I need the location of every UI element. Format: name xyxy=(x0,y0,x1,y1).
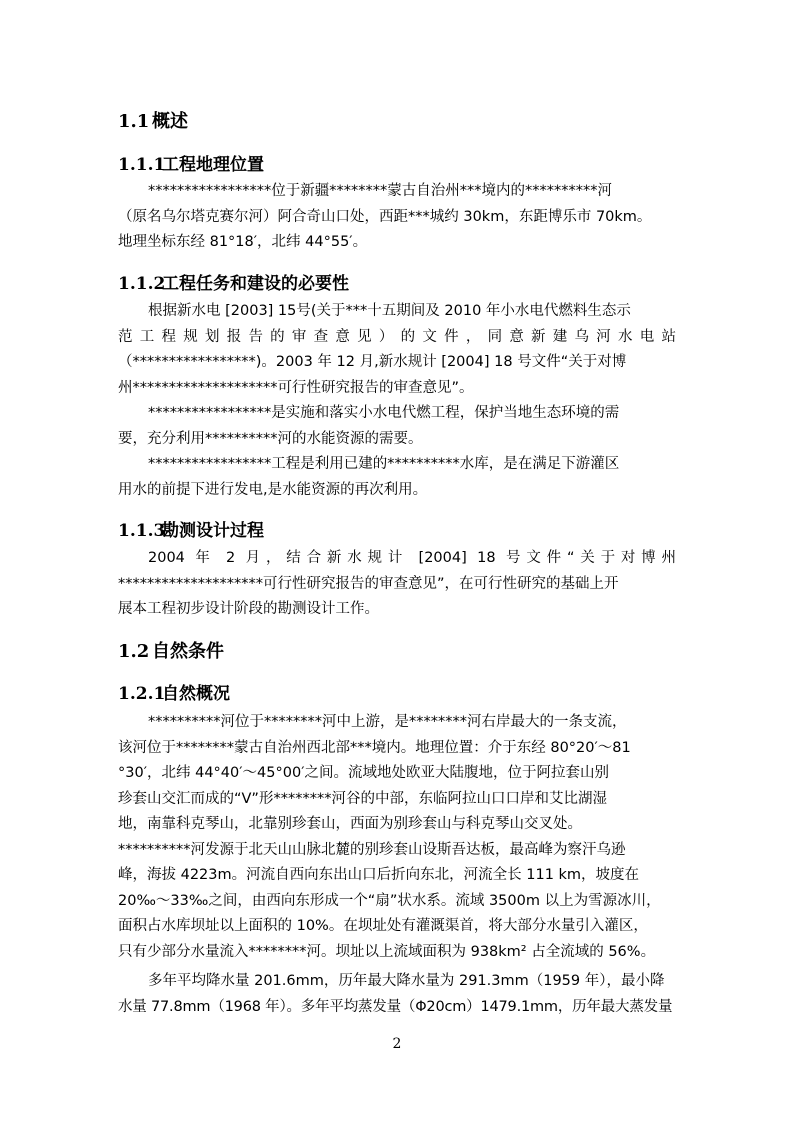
text-line: 根据新水电 [2003] 15号(关于***十五期间及 2010 年小水电代燃料生态示 xyxy=(148,303,631,319)
text-line: （*****************)。2003 年 12 月,新水规计 [2004] 18 号文件“关于对博 xyxy=(118,354,627,370)
text-line: 峰，海拔 4223m。河流自西向东出山口后折向东北，河流全长 111 km，坡度在 xyxy=(118,867,640,883)
section-number: 1.2.1 xyxy=(118,684,166,704)
text-line: 地，南靠科克琴山，北靠别珍套山，西面为别珍套山与科克琴山交叉处。 xyxy=(118,816,582,832)
section-heading-1-1-1 xyxy=(118,150,264,175)
paragraph-basis xyxy=(118,299,676,401)
paragraph-utilization xyxy=(118,452,676,503)
text-line: 地理坐标东经 81°18′，北纬 44°55′。 xyxy=(118,234,368,250)
section-heading-1-2-1 xyxy=(118,679,230,704)
text-line: **********河发源于北天山山脉北麓的别珍套山设斯吾达板，最高峰为察汗乌逊 xyxy=(118,841,626,858)
section-number: 1.1.1 xyxy=(118,155,166,175)
text-line: **********河位于********河中上游，是********河右岸最大的一条支流， xyxy=(148,714,627,730)
section-heading-1-1-2 xyxy=(118,269,349,294)
text-line: 要，充分利用**********河的水能资源的需要。 xyxy=(118,430,423,447)
text-line: 水量 77.8mm（1968 年）。多年平均蒸发量（Φ20cm）1479.1mm，历年最大蒸发量 xyxy=(118,998,673,1015)
section-title: 自然条件 xyxy=(152,641,224,662)
section-title: 自然概况 xyxy=(162,684,230,704)
paragraph-survey xyxy=(118,546,676,623)
section-heading-1-1 xyxy=(118,107,188,133)
paragraph-necessity xyxy=(118,401,676,452)
text-line: 多年平均降水量 201.6mm，历年最大降水量为 291.3mm（1959 年），最小降 xyxy=(148,973,665,989)
text-line: 展本工程初步设计阶段的勘测设计工作。 xyxy=(118,601,379,617)
section-heading-1-1-3 xyxy=(118,516,264,541)
text-line: 20‰～33‰之间，由西向东形成一个“扇”状水系。流域 3500m 以上为雪源冰川， xyxy=(118,892,661,909)
section-title: 概述 xyxy=(152,111,188,132)
text-line: °30′，北纬 44°40′～45°00′之间。流域地处欧亚大陆腹地，位于阿拉套山别 xyxy=(118,765,609,781)
text-line: 只有少部分水量流入********河。坝址以上流域面积为 938km² 占全流域的 56%。 xyxy=(118,943,656,960)
page-number: 2 xyxy=(392,1036,402,1052)
text-line: *****************是实施和落实小水电代燃工程，保护当地生态环境的需 xyxy=(148,405,620,421)
section-title: 勘测设计过程 xyxy=(162,521,264,541)
section-heading-1-2 xyxy=(118,637,224,663)
section-number: 1.2 xyxy=(118,641,150,662)
text-line: 州********************可行性研究报告的审查意见”。 xyxy=(118,379,474,396)
text-line: （原名乌尔塔克赛尔河）阿合奇山口处，西距***城约 30km，东距博乐市 70km。 xyxy=(118,208,652,225)
text-line: ********************可行性研究报告的审查意见”，在可行性研究的基础上开 xyxy=(118,575,619,592)
text-line: 2004 年 2 月，结合新水规计 [2004] 18 号文件“关于对博州 xyxy=(148,550,676,566)
paragraph-natural-overview xyxy=(118,710,676,965)
text-line: 珍套山交汇而成的“V”形********河谷的中部，东临阿拉山口口岸和艾比湖湿 xyxy=(118,790,607,807)
text-line: 范工程规划报告的审查意见）的文件，同意新建乌河水电站 xyxy=(118,328,676,345)
section-number: 1.1 xyxy=(118,111,150,132)
section-title: 工程地理位置 xyxy=(162,155,264,175)
section-number: 1.1.3 xyxy=(118,521,166,541)
text-line: 面积占水库坝址以上面积的 10%。在坝址处有灌溉渠首，将大部分水量引入灌区， xyxy=(118,918,648,934)
paragraph-precipitation xyxy=(118,969,676,1020)
section-title: 工程任务和建设的必要性 xyxy=(162,274,349,294)
section-number: 1.1.2 xyxy=(118,274,166,294)
text-line: 用水的前提下进行发电,是水能资源的再次利用。 xyxy=(118,481,428,498)
text-line: *****************位于新疆********蒙古自治州***境内的**********河 xyxy=(148,183,612,199)
text-line: 该河位于********蒙古自治州西北部***境内。地理位置：介于东经 80°20′～81 xyxy=(118,739,631,756)
paragraph-location xyxy=(118,179,676,256)
text-line: *****************工程是利用已建的**********水库，是在满足下游灌区 xyxy=(148,456,620,472)
